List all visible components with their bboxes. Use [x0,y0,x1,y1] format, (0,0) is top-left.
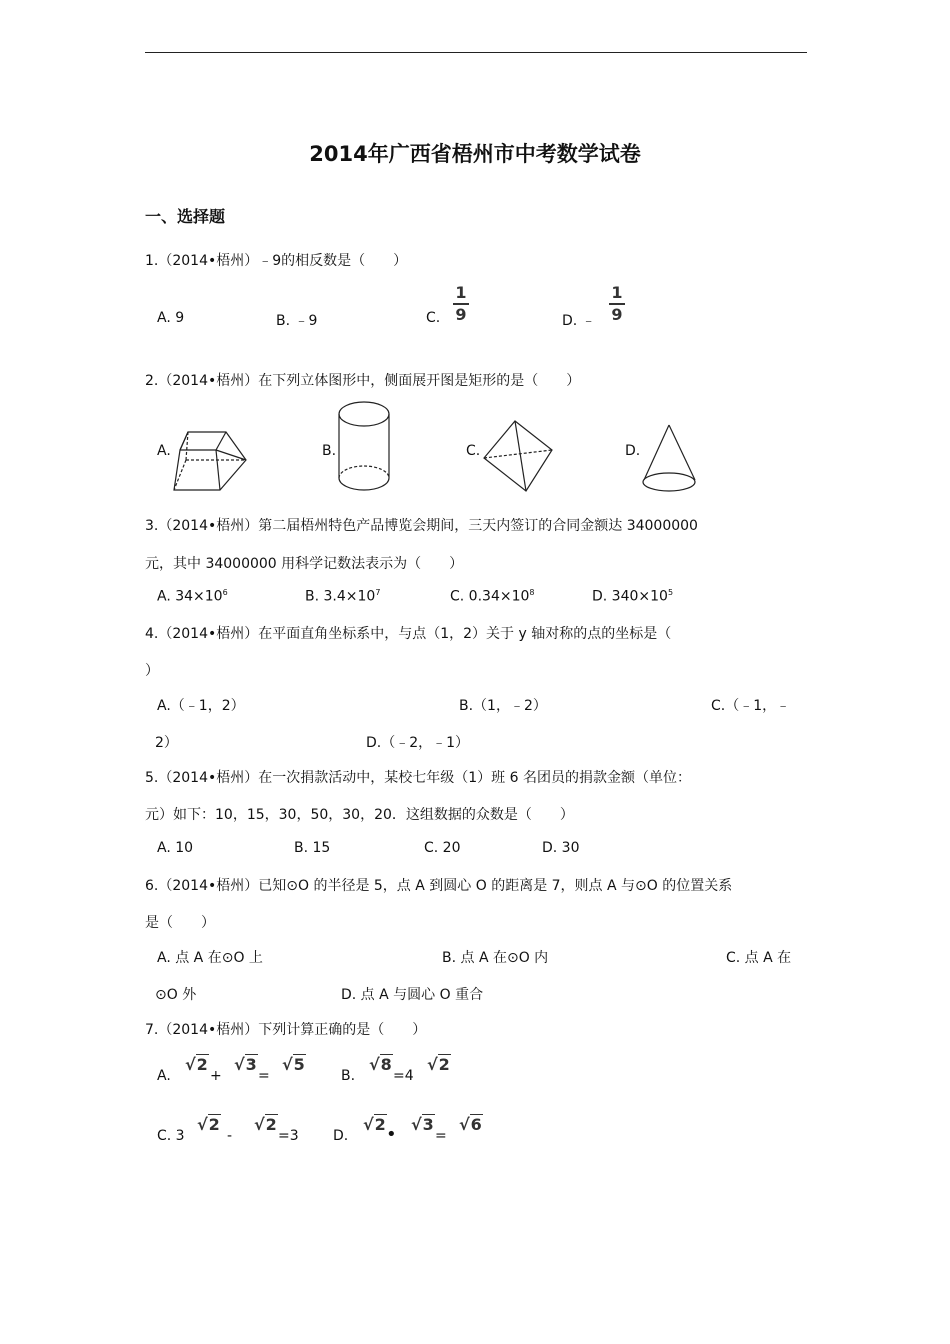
q7-a-sqrt-2: √2 [185,1055,208,1074]
q6-option-b: B. 点 A 在⊙O 内 [442,950,549,966]
q7-d-equals: = [435,1128,447,1144]
q1-option-a: A. 9 [157,310,185,326]
q7-b-equals: =4 [393,1068,414,1084]
q4-option-c: C.（﹣1，﹣ [711,698,791,714]
q5-option-c: C. 20 [424,840,461,856]
q1-option-d: D. ﹣ [562,313,596,329]
q7-c-minus: - [227,1128,233,1144]
q3-stem-line2: 元，其中 34000000 用科学记数法表示为（ ） [145,556,464,572]
page-title: 2014年广西省梧州市中考数学试卷 [309,142,641,166]
q7-option-b-label: B. [341,1068,356,1084]
q2-option-d: D. [625,443,641,459]
q2-option-b: B. [322,443,337,459]
q7-option-c-label: C. 3 [157,1128,185,1144]
q1-fraction-d: 1 9 [607,285,627,323]
section-heading: 一、选择题 [145,207,226,226]
q5-stem-line2: 元）如下：10，15，30，50，30，20．这组数据的众数是（ ） [145,807,574,823]
q7-d-sqrt-3: √3 [411,1115,434,1134]
q6-option-d: D. 点 A 与圆心 O 重合 [341,987,484,1003]
q7-c-sqrt-2a: √2 [197,1115,220,1134]
q4-option-a: A.（﹣1，2） [157,698,245,714]
q2-stem: 2.（2014•梧州）在下列立体图形中，侧面展开图是矩形的是（ ） [145,373,581,389]
q1-stem: 1.（2014•梧州）﹣9的相反数是（ ） [145,253,408,269]
cone-figure [640,422,700,494]
header-rule [145,52,807,53]
q7-c-equals: =3 [278,1128,299,1144]
q5-option-b: B. 15 [294,840,331,856]
q7-a-sqrt-5: √5 [282,1055,305,1074]
q5-option-a: A. 10 [157,840,194,856]
q4-stem-line2: ） [145,663,159,679]
q6-option-c-continued: ⊙O 外 [155,987,197,1003]
q7-a-equals: = [258,1068,270,1084]
q7-option-d-label: D. [333,1128,349,1144]
pyramid-figure [480,418,556,494]
q1-option-b: B. ﹣9 [276,313,318,329]
q5-stem-line1: 5.（2014•梧州）在一次捐款活动中，某校七年级（1）班 6 名团员的捐款金额（单位： [145,770,691,786]
q7-b-sqrt-8: √8 [369,1055,392,1074]
q4-option-c-continued: 2） [155,735,178,751]
prism-figure [170,428,250,496]
q1-fraction-c: 1 9 [451,285,471,323]
q6-stem-line1: 6.（2014•梧州）已知⊙O 的半径是 5，点 A 到圆心 O 的距离是 7，则点 A 与⊙O 的位置关系 [145,878,733,894]
q7-c-sqrt-2b: √2 [254,1115,277,1134]
q7-a-plus: + [210,1068,222,1084]
q1-option-c: C. [426,310,441,326]
q7-d-sqrt-6: √6 [459,1115,482,1134]
q3-option-d: D. $340\times 10^5$ [592,588,674,605]
q6-stem-line2: 是（ ） [145,915,215,931]
q3-option-a: A. $34\times 10^6$ [157,588,228,605]
q4-option-b: B.（1，﹣2） [459,698,547,714]
q3-option-c: C. $0.34\times 10^8$ [450,588,535,605]
q7-b-sqrt-2: √2 [427,1055,450,1074]
cylinder-figure [336,400,396,496]
q7-option-a-label: A. [157,1068,171,1084]
q3-stem-line1: 3.（2014•梧州）第二届梧州特色产品博览会期间，三天内签订的合同金额达 34000000 [145,518,698,534]
q6-option-c: C. 点 A 在 [726,950,792,966]
q4-option-d: D.（﹣2，﹣1） [366,735,470,751]
q4-stem-line1: 4.（2014•梧州）在平面直角坐标系中，与点（1，2）关于 y 轴对称的点的坐标是（ [145,626,672,642]
q7-d-dot: • [386,1124,397,1145]
q7-d-sqrt-2: √2 [363,1115,386,1134]
q3-option-b: B. $3.4\times 10^7$ [305,588,381,605]
q2-option-c: C. [466,443,481,459]
q2-option-a: A. [157,443,171,459]
q7-a-sqrt-3: √3 [234,1055,257,1074]
q5-option-d: D. 30 [542,840,580,856]
q6-option-a: A. 点 A 在⊙O 上 [157,950,263,966]
q7-stem: 7.（2014•梧州）下列计算正确的是（ ） [145,1022,427,1038]
